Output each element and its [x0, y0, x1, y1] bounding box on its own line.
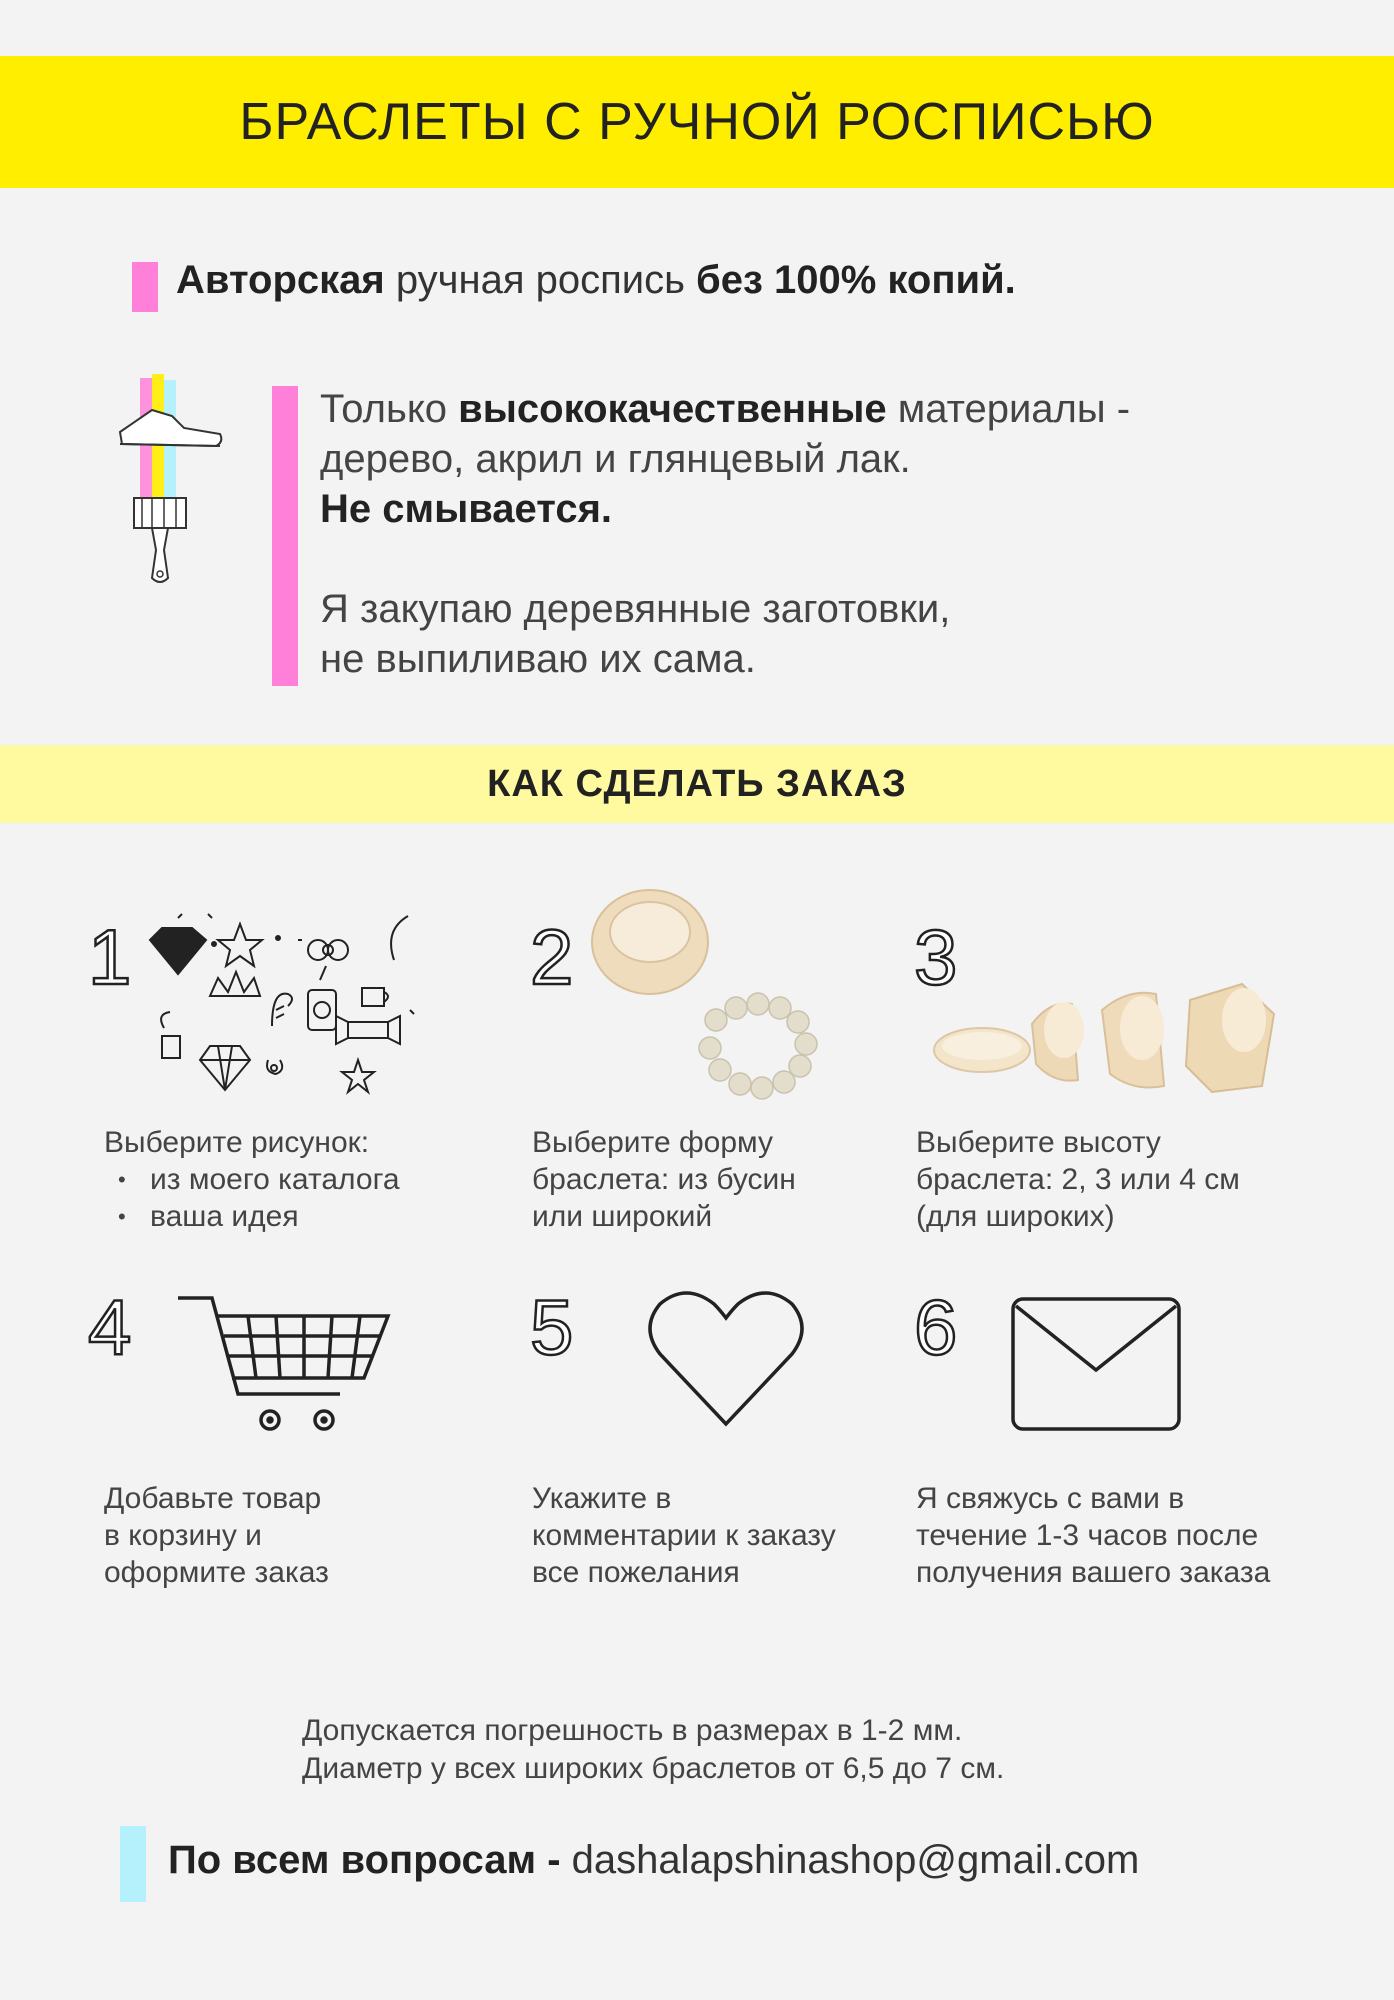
step-number-5: 5 [530, 1283, 574, 1371]
accent-bar [272, 386, 298, 686]
order-section-banner [0, 745, 1394, 823]
step-text-5: Укажите в комментарии к заказу все пожелания [532, 1482, 836, 1589]
shopping-cart-icon [176, 1294, 394, 1436]
step-number-6: 6 [914, 1283, 958, 1371]
step-text-1: Выберите рисунок: • из моего каталога • ваша идея [104, 1124, 400, 1235]
step-text-6: Я свяжусь с вами в течение 1-3 часов после получения вашего заказа [916, 1482, 1271, 1589]
heart-icon [646, 1288, 806, 1428]
step-text-2: Выберите форму браслета: из бусин или широкий [532, 1126, 796, 1233]
materials-line-1: Только высококачественные материалы - [320, 387, 1131, 431]
contact-line [168, 1838, 1139, 1883]
step-number-3: 3 [914, 913, 958, 1001]
doodles-illustration [148, 910, 418, 1100]
step-number-4: 4 [88, 1283, 132, 1371]
step-text-3: Выберите высоту браслета: 2, 3 или 4 см (для широких) [916, 1126, 1240, 1233]
blanks-line-1: Я закупаю деревянные заготовки, [320, 587, 951, 631]
blanks-line-2: не выпиливаю их сама. [320, 637, 756, 681]
envelope-icon [1010, 1296, 1182, 1432]
accent-bar [132, 262, 158, 312]
contact-email-link[interactable]: dashalapshinashop@gmail.com [560, 1838, 1140, 1882]
step-number-1: 1 [88, 913, 132, 1001]
bracelet-heights-image [922, 970, 1282, 1100]
step-number-2: 2 [530, 913, 574, 1001]
header-banner [0, 56, 1394, 188]
contact-label: По всем вопросам - [168, 1838, 561, 1882]
step-text-4: Добавьте товар в корзину и оформите заказ [104, 1482, 329, 1589]
step-1-options [104, 1161, 400, 1235]
feature-authorship: Авторская ручная роспись без 100% копий. [176, 258, 1016, 302]
paint-brush-sneaker-icon [112, 372, 232, 592]
materials-line-3: Не смывается. [320, 487, 613, 531]
list-item: • ваша идея [104, 1198, 400, 1235]
page-title: БРАСЛЕТЫ С РУЧНОЙ РОСПИСЬЮ [239, 93, 1155, 151]
accent-bar [120, 1826, 146, 1902]
wooden-bracelets-image [586, 880, 816, 1120]
size-tolerance-note: Допускается погрешность в размерах в 1-2 мм. Диаметр у всех широких браслетов от 6,5 до 7 см. [302, 1714, 1005, 1785]
materials-line-2: дерево, акрил и глянцевый лак. [320, 437, 911, 481]
order-section-title: КАК СДЕЛАТЬ ЗАКАЗ [487, 762, 907, 805]
list-item: • из моего каталога [104, 1161, 400, 1198]
